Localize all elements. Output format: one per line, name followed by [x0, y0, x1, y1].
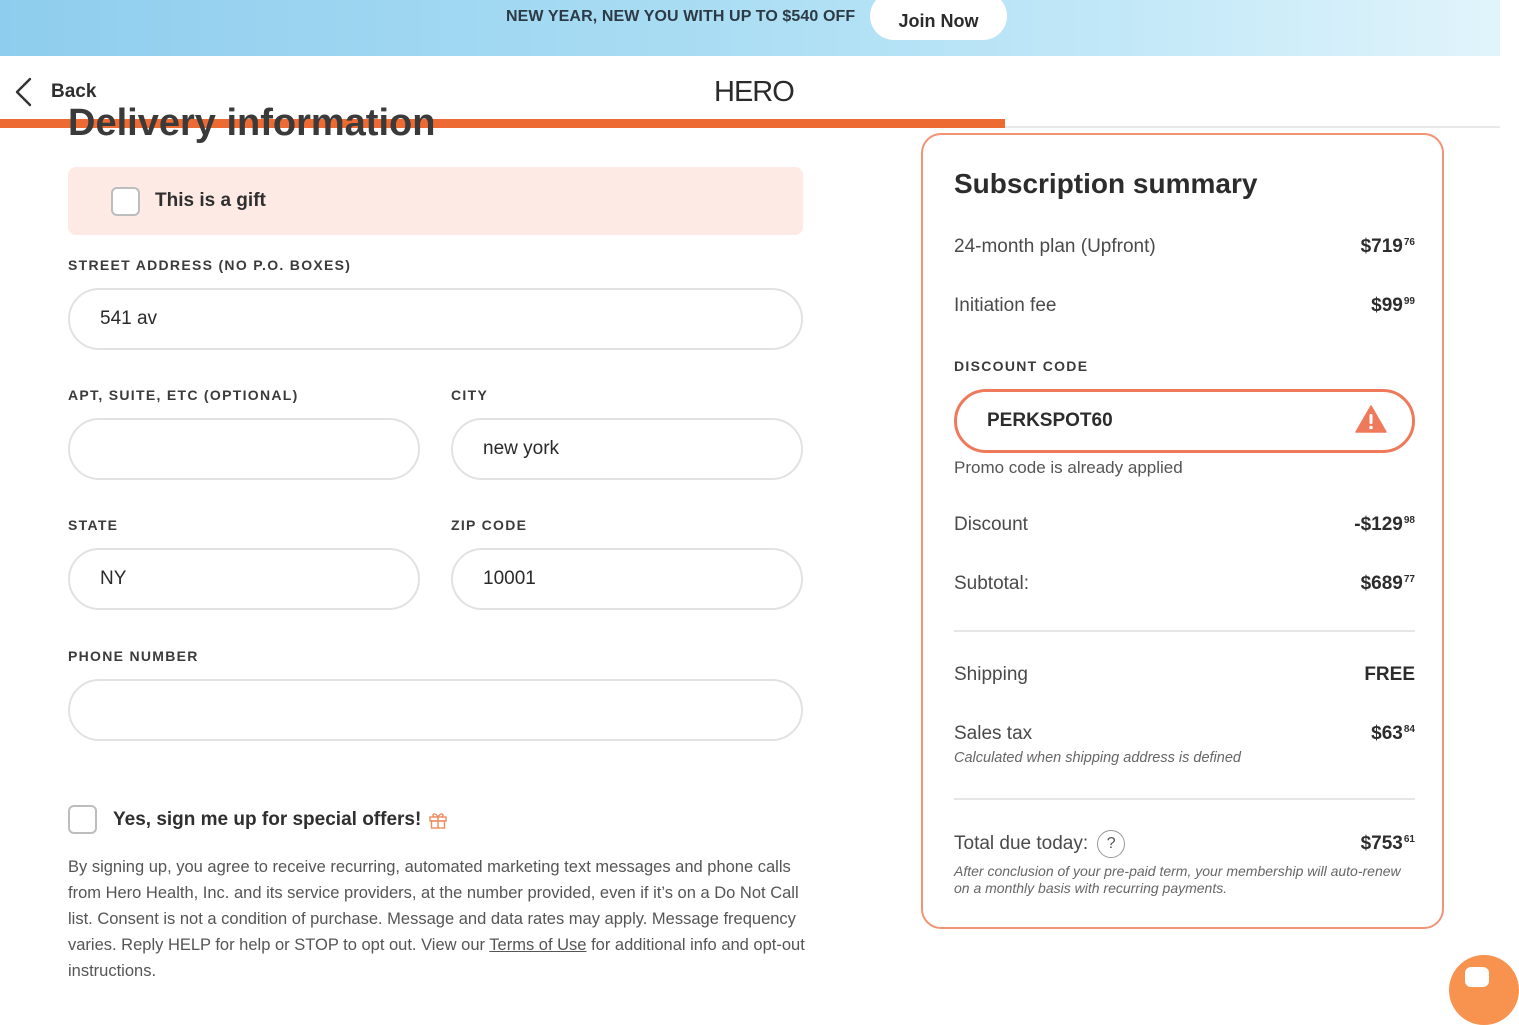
plan-label: 24-month plan (Upfront) — [954, 236, 1156, 257]
total-row — [954, 830, 1415, 858]
phone-number-input[interactable] — [68, 679, 803, 741]
subscription-summary-card — [921, 133, 1444, 929]
chat-button[interactable] — [1449, 955, 1519, 1025]
plan-row — [954, 236, 1415, 258]
sales-tax-note: Calculated when shipping address is defined — [954, 750, 1241, 766]
sales-tax-row — [954, 723, 1415, 745]
shipping-label: Shipping — [954, 664, 1028, 685]
special-offers-option[interactable] — [68, 805, 448, 834]
special-offers-checkbox[interactable] — [68, 805, 97, 834]
discount-code-label: DISCOUNT CODE — [954, 358, 1089, 374]
street-address-label: STREET ADDRESS (NO P.O. BOXES) — [68, 257, 352, 273]
disclaimer-text: By signing up, you agree to receive recurring, automated marketing text messages and phone calls from Hero Health, Inc. and its service providers, at the number provided, even if it’s on a Do Not Call list. Consent is not a condition of purchase. Message and data rates may apply. Message frequency varies. Reply HELP for help or STOP to opt out. View our — [68, 858, 799, 954]
shipping-value: FREE — [1364, 664, 1415, 685]
city-label: CITY — [451, 387, 489, 403]
section-title: Delivery information — [68, 102, 436, 144]
summary-divider — [954, 798, 1415, 800]
promo-banner — [0, 0, 1500, 56]
hero-logo: HERO — [714, 76, 794, 108]
join-now-button[interactable]: Join Now — [870, 0, 1007, 40]
terms-of-use-link[interactable]: Terms of Use — [489, 936, 587, 954]
initiation-fee-label: Initiation fee — [954, 295, 1057, 316]
total-help-button[interactable]: ? — [1097, 830, 1125, 858]
discount-label: Discount — [954, 514, 1028, 535]
discount-amount: $-\$129^{98}$ — [1354, 514, 1415, 535]
initiation-fee-price: $\$99^{99}$ — [1371, 295, 1415, 316]
summary-title: Subscription summary — [954, 168, 1258, 199]
back-chevron-icon — [12, 76, 38, 108]
summary-divider — [954, 630, 1415, 632]
street-address-input[interactable] — [68, 288, 803, 350]
gift-checkbox[interactable] — [111, 187, 140, 216]
apt-input[interactable] — [68, 418, 420, 480]
zip-code-label: ZIP CODE — [451, 517, 528, 533]
zip-code-input[interactable] — [451, 548, 803, 610]
state-input[interactable] — [68, 548, 420, 610]
plan-price: $\$719^{76}$ — [1360, 236, 1415, 257]
warning-icon — [1355, 405, 1387, 433]
city-input[interactable] — [451, 418, 803, 480]
discount-code-input[interactable] — [954, 389, 1415, 453]
section-title-wrap — [68, 102, 768, 150]
gift-option[interactable] — [68, 167, 803, 235]
chat-icon — [1465, 967, 1489, 987]
promo-text: NEW YEAR, NEW YOU WITH UP TO $540 OFF — [506, 8, 856, 25]
gift-icon — [428, 810, 448, 830]
subtotal-amount: $\$689^{77}$ — [1360, 573, 1415, 594]
promo-code-message: Promo code is already applied — [954, 458, 1183, 477]
sms-disclaimer — [68, 854, 808, 984]
phone-number-label: PHONE NUMBER — [68, 648, 199, 664]
back-label: Back — [51, 81, 97, 102]
special-offers-label: Yes, sign me up for special offers! — [113, 808, 422, 830]
total-label: Total due today: ? — [954, 830, 1125, 858]
state-label: STATE — [68, 517, 119, 533]
total-amount: $\$753^{61}$ — [1360, 833, 1415, 855]
shipping-row — [954, 664, 1415, 686]
sales-tax-label: Sales tax — [954, 723, 1033, 744]
initiation-fee-row — [954, 295, 1415, 317]
gift-label: This is a gift — [155, 190, 266, 211]
auto-renew-note: After conclusion of your pre-paid term, your membership will auto-renew on a monthly basis with recurring payments. — [954, 863, 1401, 896]
disclaimer-end: for additional info and opt-out instructions. — [68, 936, 805, 980]
discount-row — [954, 514, 1415, 536]
sales-tax-amount: $\$63^{84}$ — [1371, 723, 1415, 744]
subtotal-label: Subtotal: — [954, 573, 1029, 594]
subtotal-row — [954, 573, 1415, 595]
apt-label: APT, SUITE, ETC (OPTIONAL) — [68, 387, 299, 403]
